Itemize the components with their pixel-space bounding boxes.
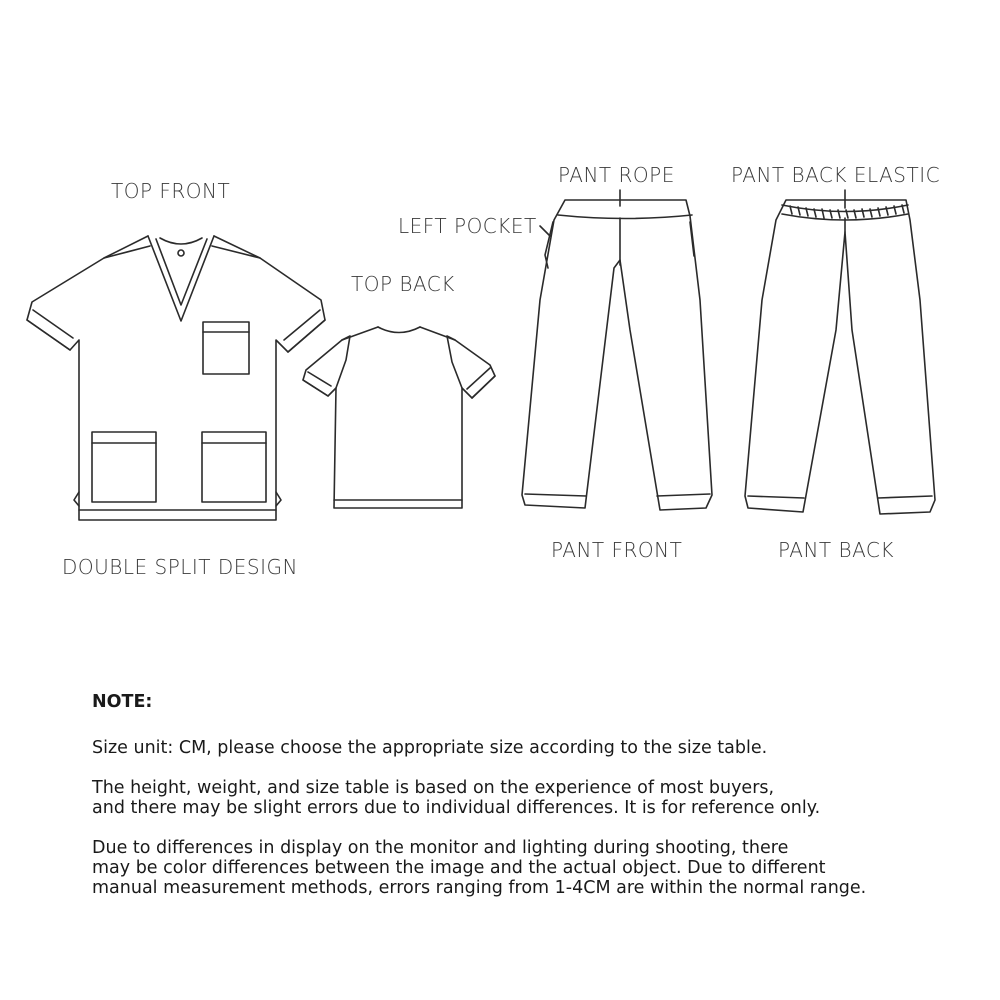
note-section [92,692,972,918]
pant-back-elastic-label: PANT BACK ELASTIC [731,163,941,187]
left-pocket-label: LEFT POCKET [398,214,537,238]
pant-back-drawing [745,190,935,514]
pant-front-drawing [522,190,712,510]
top-front-label: TOP FRONT [111,179,231,203]
pant-front-label: PANT FRONT [551,538,683,562]
pant-back-label: PANT BACK [778,538,895,562]
note-line: manual measurement methods, errors ranging from 1-4CM are within the normal range. [92,878,867,898]
top-back-drawing [303,327,495,508]
note-line: may be color differences between the image and the actual object. Due to different [92,858,826,878]
pant-rope-label: PANT ROPE [558,163,675,187]
note-line: The height, weight, and size table is based on the experience of most buyers, [92,778,775,798]
note-paragraph-2 [92,778,972,818]
note-paragraph-3 [92,838,972,898]
note-title: NOTE: [92,692,153,712]
top-front-drawing [27,236,325,520]
note-paragraph-1 [92,738,972,758]
double-split-label: DOUBLE SPLIT DESIGN [62,555,298,579]
note-line: Size unit: CM, please choose the appropriate size according to the size table. [92,738,768,758]
top-back-label: TOP BACK [351,272,455,296]
note-line: Due to differences in display on the monitor and lighting during shooting, there [92,838,789,858]
note-line: and there may be slight errors due to individual differences. It is for reference only. [92,798,821,818]
